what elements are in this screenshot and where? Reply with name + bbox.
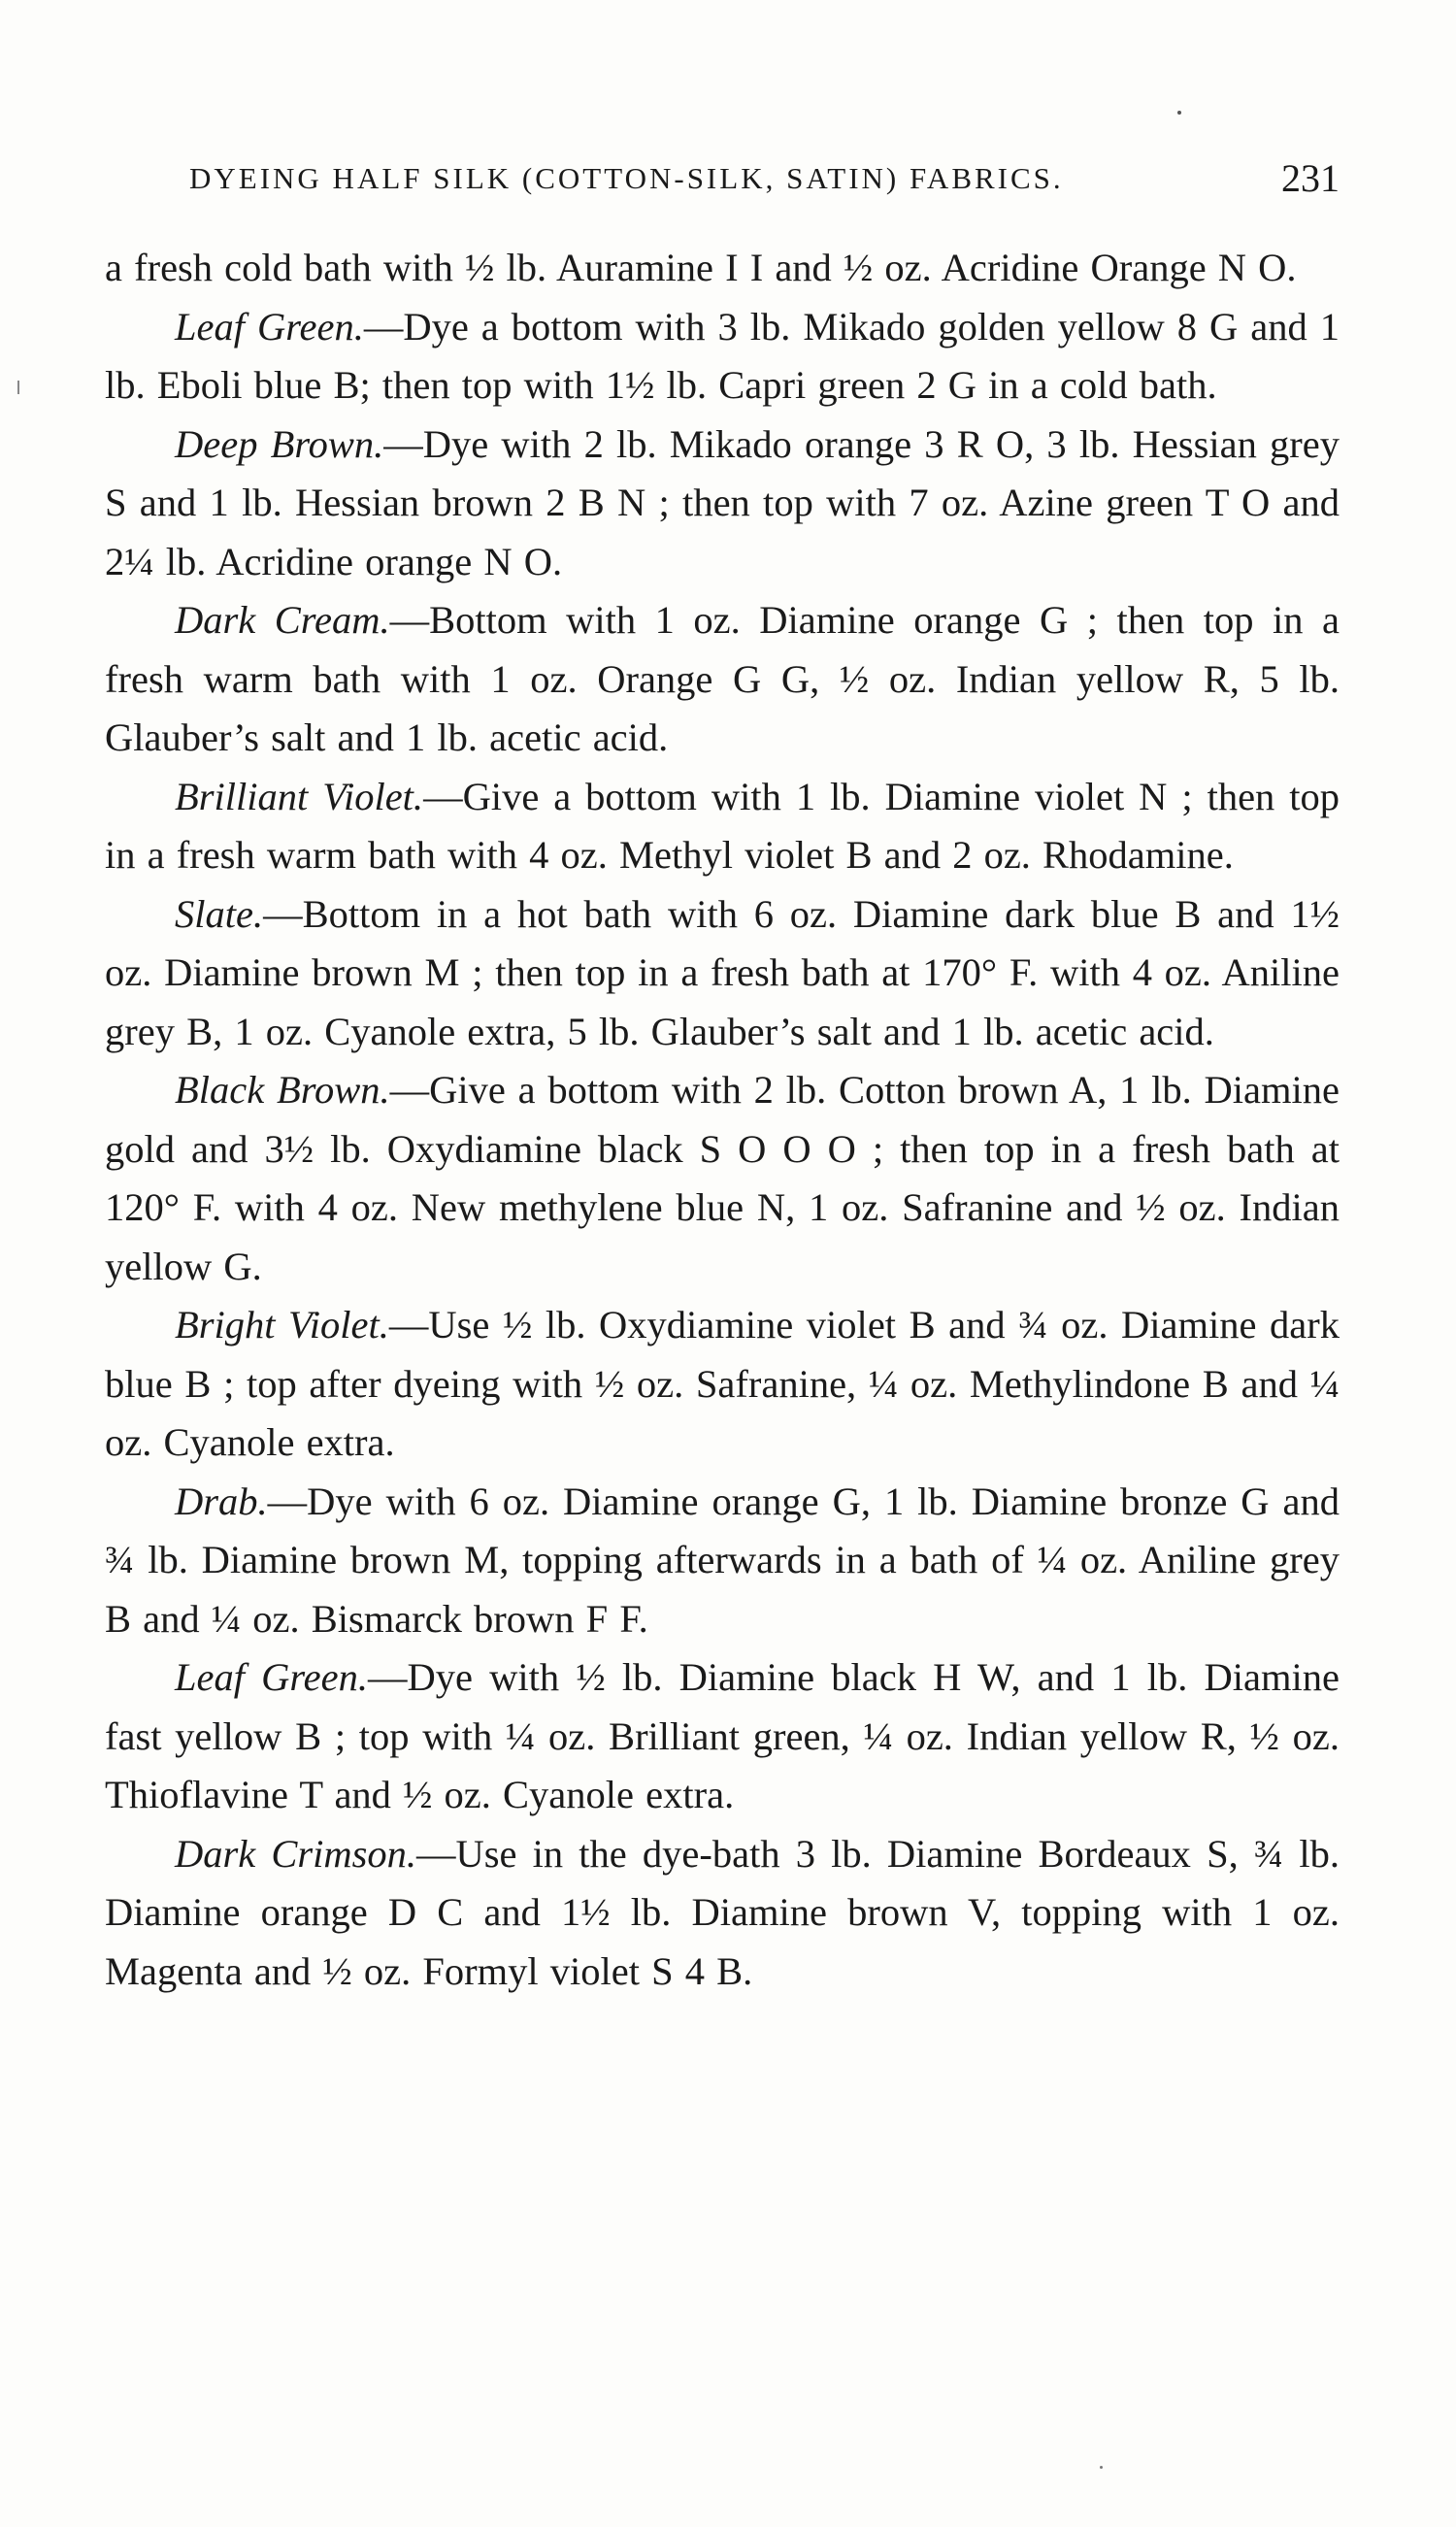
recipe-entry	[105, 1648, 1340, 1825]
recipe-entry	[105, 1825, 1340, 2002]
print-speck	[1177, 111, 1181, 115]
continuation-paragraph: a fresh cold bath with ½ lb. Auramine I I and ½ oz. Acridine Orange N O.	[105, 246, 1297, 289]
margin-mark	[17, 381, 19, 394]
recipe-text: —Give a bottom with 2 lb. Cotton brown A, 1 lb. Diamine gold and 3½ lb. Oxydiamine black S O O O ; then top in a fresh bath at 120° F. with 4 oz. New methylene blue N, 1 oz. Safranine and ½ oz. Indian yellow G.	[105, 1068, 1340, 1288]
recipe-entry	[105, 885, 1340, 1062]
recipe-name: Leaf Green.	[175, 1655, 369, 1699]
recipe-name: Deep Brown.	[175, 421, 384, 466]
recipe-text: —Dye with 2 lb. Mikado orange 3 R O, 3 lb. Hessian grey S and 1 lb. Hessian brown 2 B N ; then top with 7 oz. Azine green T O and 2¼ lb. Acridine orange N O.	[105, 421, 1340, 583]
recipe-entry	[105, 591, 1340, 768]
recipe-name: Bright Violet.	[175, 1303, 389, 1347]
recipe-text: —Bottom in a hot bath with 6 oz. Diamine dark blue B and 1½ oz. Diamine brown M ; then top in a fresh bath at 170° F. with 4 oz. Aniline grey B, 1 oz. Cyanole extra, 5 lb. Glauber’s salt and 1 lb. acetic acid.	[105, 891, 1340, 1053]
recipe-entry	[105, 1473, 1340, 1649]
recipe-entry	[105, 1061, 1340, 1296]
running-head: DYEING HALF SILK (COTTON-SILK, SATIN) FABRICS.	[189, 161, 1064, 195]
recipe-name: Dark Crimson.	[175, 1831, 417, 1876]
print-speck	[1100, 2466, 1103, 2469]
recipe-entry	[105, 416, 1340, 592]
page-body	[105, 239, 1340, 2001]
recipe-name: Leaf Green.	[175, 304, 364, 349]
recipe-name: Slate.	[175, 891, 264, 936]
page-number: 231	[1281, 156, 1340, 200]
recipe-entry	[105, 768, 1340, 885]
recipe-name: Dark Cream.	[175, 598, 390, 642]
recipe-text: —Dye with 6 oz. Diamine orange G, 1 lb. Diamine bronze G and ¾ lb. Diamine brown M, topping afterwards in a bath of ¼ oz. Aniline grey B and ¼ oz. Bismarck brown F F.	[105, 1479, 1340, 1641]
recipe-entry	[105, 1296, 1340, 1473]
recipe-entry	[105, 298, 1340, 416]
recipe-name: Black Brown.	[175, 1068, 390, 1112]
recipe-name: Brilliant Violet.	[175, 774, 424, 818]
recipe-text: —Dye a bottom with 3 lb. Mikado golden yellow 8 G and 1 lb. Eboli blue B; then top with 1½ lb. Capri green 2 G in a cold bath.	[105, 304, 1340, 407]
recipe-name: Drab.	[175, 1479, 268, 1523]
recipe-text: —Use in the dye-bath 3 lb. Diamine Bordeaux S, ¾ lb. Diamine orange D C and 1½ lb. Diamine brown V, topping with 1 oz. Magenta and ½ oz. Formyl violet S 4 B.	[105, 1831, 1340, 1993]
recipe-text: —Give a bottom with 1 lb. Diamine violet N ; then top in a fresh warm bath with 4 oz. Methyl violet B and 2 oz. Rhodamine.	[105, 774, 1340, 877]
recipe-text: —Use ½ lb. Oxydiamine violet B and ¾ oz. Diamine dark blue B ; top after dyeing with ½ oz. Safranine, ¼ oz. Methylindone B and ¼ oz. Cyanole extra.	[105, 1303, 1340, 1464]
page-header	[189, 155, 1340, 204]
recipe-text: —Dye with ½ lb. Diamine black H W, and 1 lb. Diamine fast yellow B ; top with ¼ oz. Brilliant green, ¼ oz. Indian yellow R, ½ oz. Thioflavine T and ½ oz. Cyanole extra.	[105, 1655, 1340, 1816]
recipe-text: —Bottom with 1 oz. Diamine orange G ; then top in a fresh warm bath with 1 oz. Orange G G, ½ oz. Indian yellow R, 5 lb. Glauber’s salt and 1 lb. acetic acid.	[105, 598, 1340, 759]
